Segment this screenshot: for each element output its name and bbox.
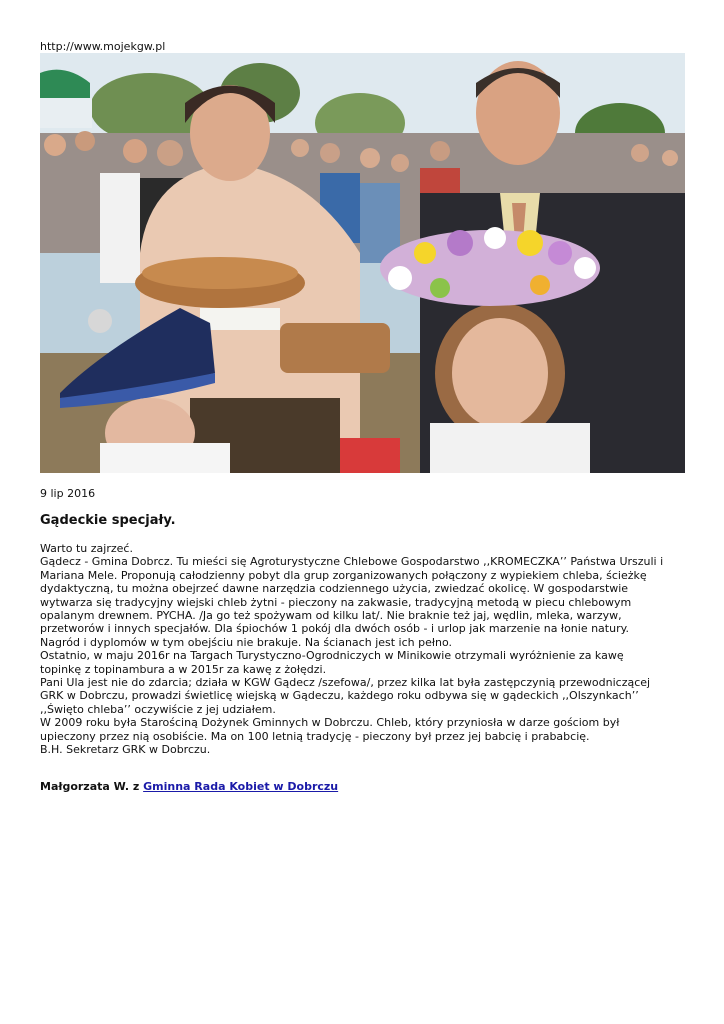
body-line: ,,Święto chleba’’ oczywiście z jej udziałem. — [40, 702, 276, 716]
author-line — [40, 780, 338, 793]
body-line: Nagród i dyplomów w tym obejściu nie brakuje. Na ścianach jest ich pełno. — [40, 635, 453, 649]
body-line: GRK w Dobrczu, prowadzi świetlicę wiejską w Gądeczu, każdego roku odbywa się w gądeckich ,,Olszynkach’’ — [40, 689, 639, 703]
body-line: upieczony przez nią osobiście. Ma on 100 letnią tradycję - pieczony był przez jej babcię i prababcię. — [40, 729, 590, 743]
author-name: Małgorzata W. z — [40, 780, 144, 793]
body-line: Pani Ula jest nie do zdarcia; działa w KGW Gądecz /szefowa/, przez kilka lat była zastępczynią przewodniczącej — [40, 676, 651, 690]
harvest-festival-photo — [40, 53, 685, 473]
post-title: Gądeckie specjały. — [40, 513, 176, 528]
site-url: http://www.mojekgw.pl — [40, 40, 166, 53]
body-line: topinkę z topinambura a w 2015r za kawę z żołędzi. — [40, 662, 327, 676]
body-line: opalanym drewnem. PYCHA. /Ja go też spożywam od kilku lat/. Nie braknie też jaj, wędlin, mleka, warzyw, — [40, 609, 622, 623]
author-organization-link[interactable]: Gminna Rada Kobiet w Dobrczu — [143, 780, 339, 793]
body-line: Warto tu zajrzeć. — [40, 542, 133, 555]
body-line: Mariana Mele. Proponują całodzienny pobyt dla grup zorganizowanych połączony z wypiekiem chleba, ścieżkę — [40, 568, 647, 582]
body-line: W 2009 roku była Starościną Dożynek Gminnych w Dobrczu. Chleb, który przyniosła w darze gościom był — [40, 716, 620, 730]
post-date: 9 lip 2016 — [40, 487, 96, 500]
body-line: Gądecz - Gmina Dobrcz. Tu mieści się Agroturystyczne Chlebowe Gospodarstwo ,,KROMECZKA’’ Państwa Urszuli i — [40, 555, 664, 569]
post-body — [40, 542, 685, 757]
body-line: Ostatnio, w maju 2016r na Targach Turystyczno-Ogrodniczych w Minikowie otrzymali wyróżnienie za kawę — [40, 649, 624, 663]
body-line: dydaktyczną, tu można obejrzeć dawne narzędzia codziennego użycia, zwiedzać okolicę. W gospodarstwie — [40, 582, 629, 596]
body-line: wytwarza się tradycyjny wiejski chleb żytni - pieczony na zakwasie, tradycyjną metodą w piecu chlebowym — [40, 595, 632, 609]
body-line: B.H. Sekretarz GRK w Dobrczu. — [40, 743, 211, 757]
body-line: przetworów i innych specjałów. Dla śpiochów 1 pokój dla dwóch osób - i urlop jak marzenie na łonie natury. — [40, 622, 630, 636]
